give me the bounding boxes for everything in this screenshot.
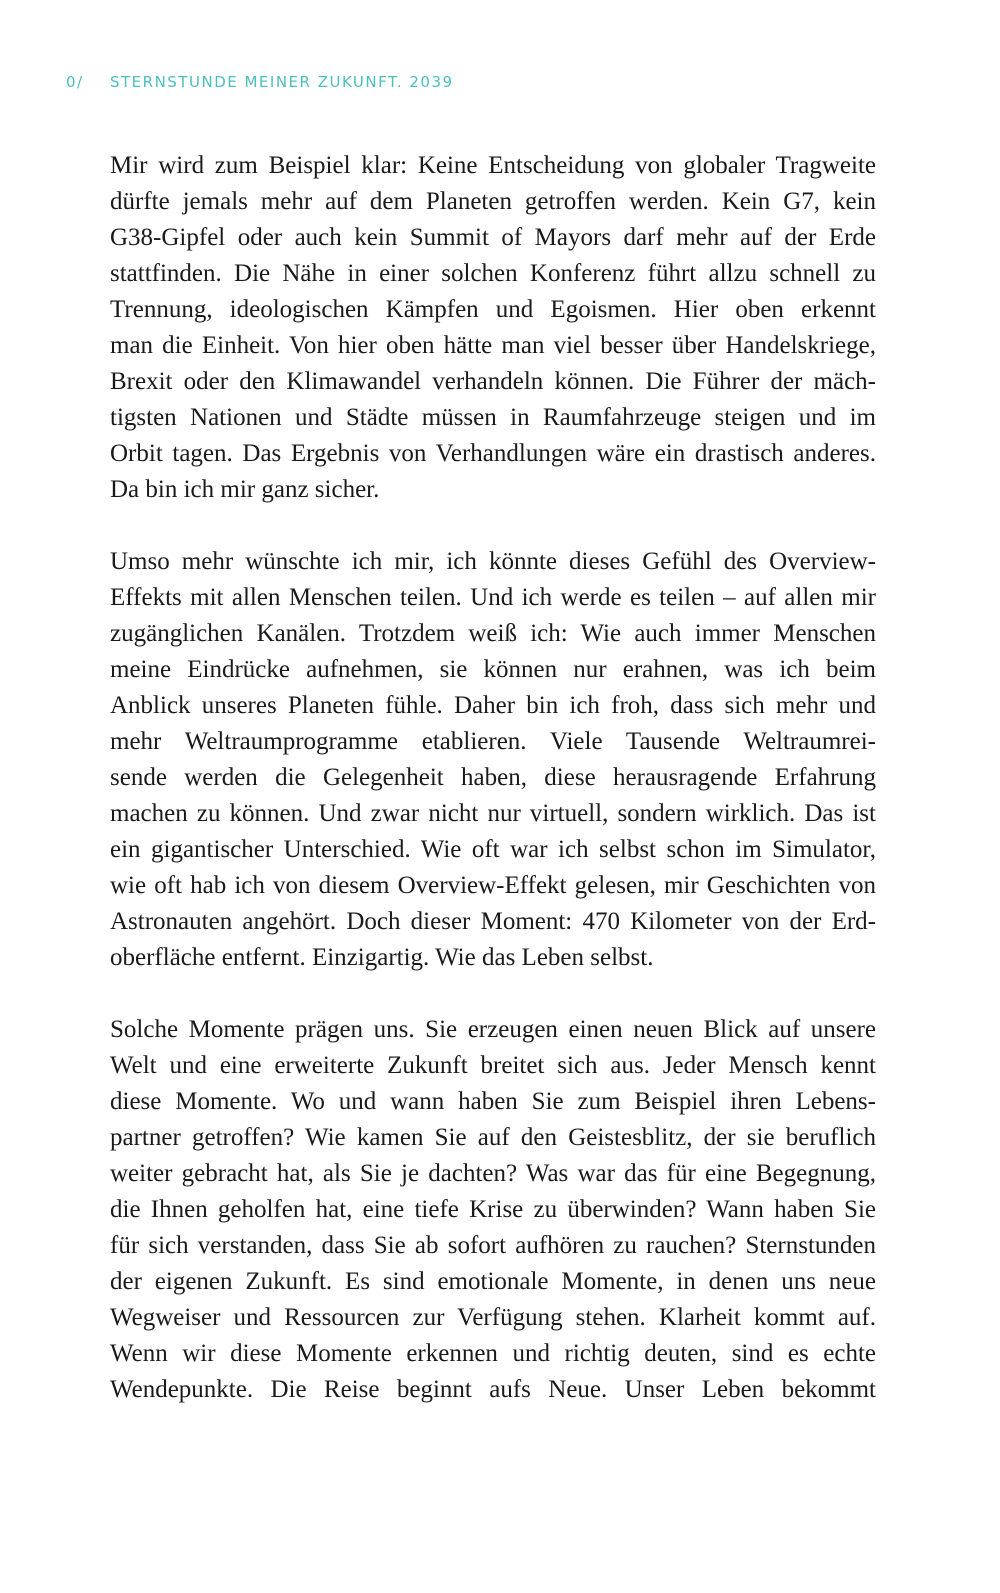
text-line: Solche Momente prägen uns. Sie erzeugen einen neuen Blick auf unsere: [110, 1016, 876, 1043]
text-line: Astronauten angehört. Doch dieser Moment: 470 Kilometer von der Erd-: [110, 908, 876, 935]
text-line: partner getroffen? Wie kamen Sie auf den Geistesblitz, der sie beruflich: [110, 1124, 876, 1151]
chapter-number: 0/: [66, 73, 84, 91]
chapter-title: STERNSTUNDE MEINER ZUKUNFT. 2039: [110, 73, 454, 91]
text-line: Wegweiser und Ressourcen zur Verfügung stehen. Klarheit kommt auf.: [110, 1304, 876, 1331]
text-line: Effekts mit allen Menschen teilen. Und ich werde es teilen – auf allen mir: [110, 584, 876, 611]
body-text: [110, 148, 876, 1444]
text-line: Mir wird zum Beispiel klar: Keine Entscheidung von globaler Tragweite: [110, 152, 876, 179]
text-line: oberfläche entfernt. Einzigartig. Wie das Leben selbst.: [110, 944, 654, 971]
text-line: meine Eindrücke aufnehmen, sie können nur erahnen, was ich beim: [110, 656, 876, 683]
text-line: stattfinden. Die Nähe in einer solchen Konferenz führt allzu schnell zu: [110, 260, 876, 287]
text-line: Wendepunkte. Die Reise beginnt aufs Neue. Unser Leben bekommt: [110, 1376, 876, 1403]
text-line: wie oft hab ich von diesem Overview-Effekt gelesen, mir Geschichten von: [110, 872, 876, 899]
text-line: man die Einheit. Von hier oben hätte man viel besser über Handelskriege,: [110, 332, 876, 359]
text-line: diese Momente. Wo und wann haben Sie zum Beispiel ihren Lebens-: [110, 1088, 876, 1115]
text-line: mehr Weltraumprogramme etablieren. Viele Tausende Weltraumrei-: [110, 728, 876, 755]
text-line: Anblick unseres Planeten fühle. Daher bin ich froh, dass sich mehr und: [110, 692, 876, 719]
text-line: Da bin ich mir ganz sicher.: [110, 476, 380, 503]
text-line: Welt und eine erweiterte Zukunft breitet sich aus. Jeder Mensch kennt: [110, 1052, 876, 1079]
paragraph-2: [110, 544, 876, 976]
text-line: G38-Gipfel oder auch kein Summit of Mayors darf mehr auf der Erde: [110, 224, 876, 251]
text-line: der eigenen Zukunft. Es sind emotionale Momente, in denen uns neue: [110, 1268, 876, 1295]
text-line: tigsten Nationen und Städte müssen in Raumfahrzeuge steigen und im: [110, 404, 876, 431]
text-line: ein gigantischer Unterschied. Wie oft war ich selbst schon im Simulator,: [110, 836, 876, 863]
text-line: Trennung, ideologischen Kämpfen und Egoismen. Hier oben erkennt: [110, 296, 876, 323]
text-line: zugänglichen Kanälen. Trotzdem weiß ich: Wie auch immer Menschen: [110, 620, 876, 647]
text-line: machen zu können. Und zwar nicht nur virtuell, sondern wirklich. Das ist: [110, 800, 876, 827]
text-line: die Ihnen geholfen hat, eine tiefe Krise zu überwinden? Wann haben Sie: [110, 1196, 876, 1223]
paragraph-3: [110, 1012, 876, 1408]
text-line: weiter gebracht hat, als Sie je dachten? Was war das für eine Begegnung,: [110, 1160, 876, 1187]
text-line: Orbit tagen. Das Ergebnis von Verhandlungen wäre ein drastisch anderes.: [110, 440, 876, 467]
text-line: Brexit oder den Klimawandel verhandeln können. Die Führer der mäch-: [110, 368, 876, 395]
text-line: sende werden die Gelegenheit haben, diese herausragende Erfahrung: [110, 764, 876, 791]
text-line: dürfte jemals mehr auf dem Planeten getroffen werden. Kein G7, kein: [110, 188, 876, 215]
paragraph-1: [110, 148, 876, 508]
text-line: Wenn wir diese Momente erkennen und richtig deuten, sind es echte: [110, 1340, 876, 1367]
text-line: für sich verstanden, dass Sie ab sofort aufhören zu rauchen? Sternstunden: [110, 1232, 876, 1259]
running-head: [66, 70, 454, 94]
text-line: Umso mehr wünschte ich mir, ich könnte dieses Gefühl des Overview-: [110, 548, 876, 575]
